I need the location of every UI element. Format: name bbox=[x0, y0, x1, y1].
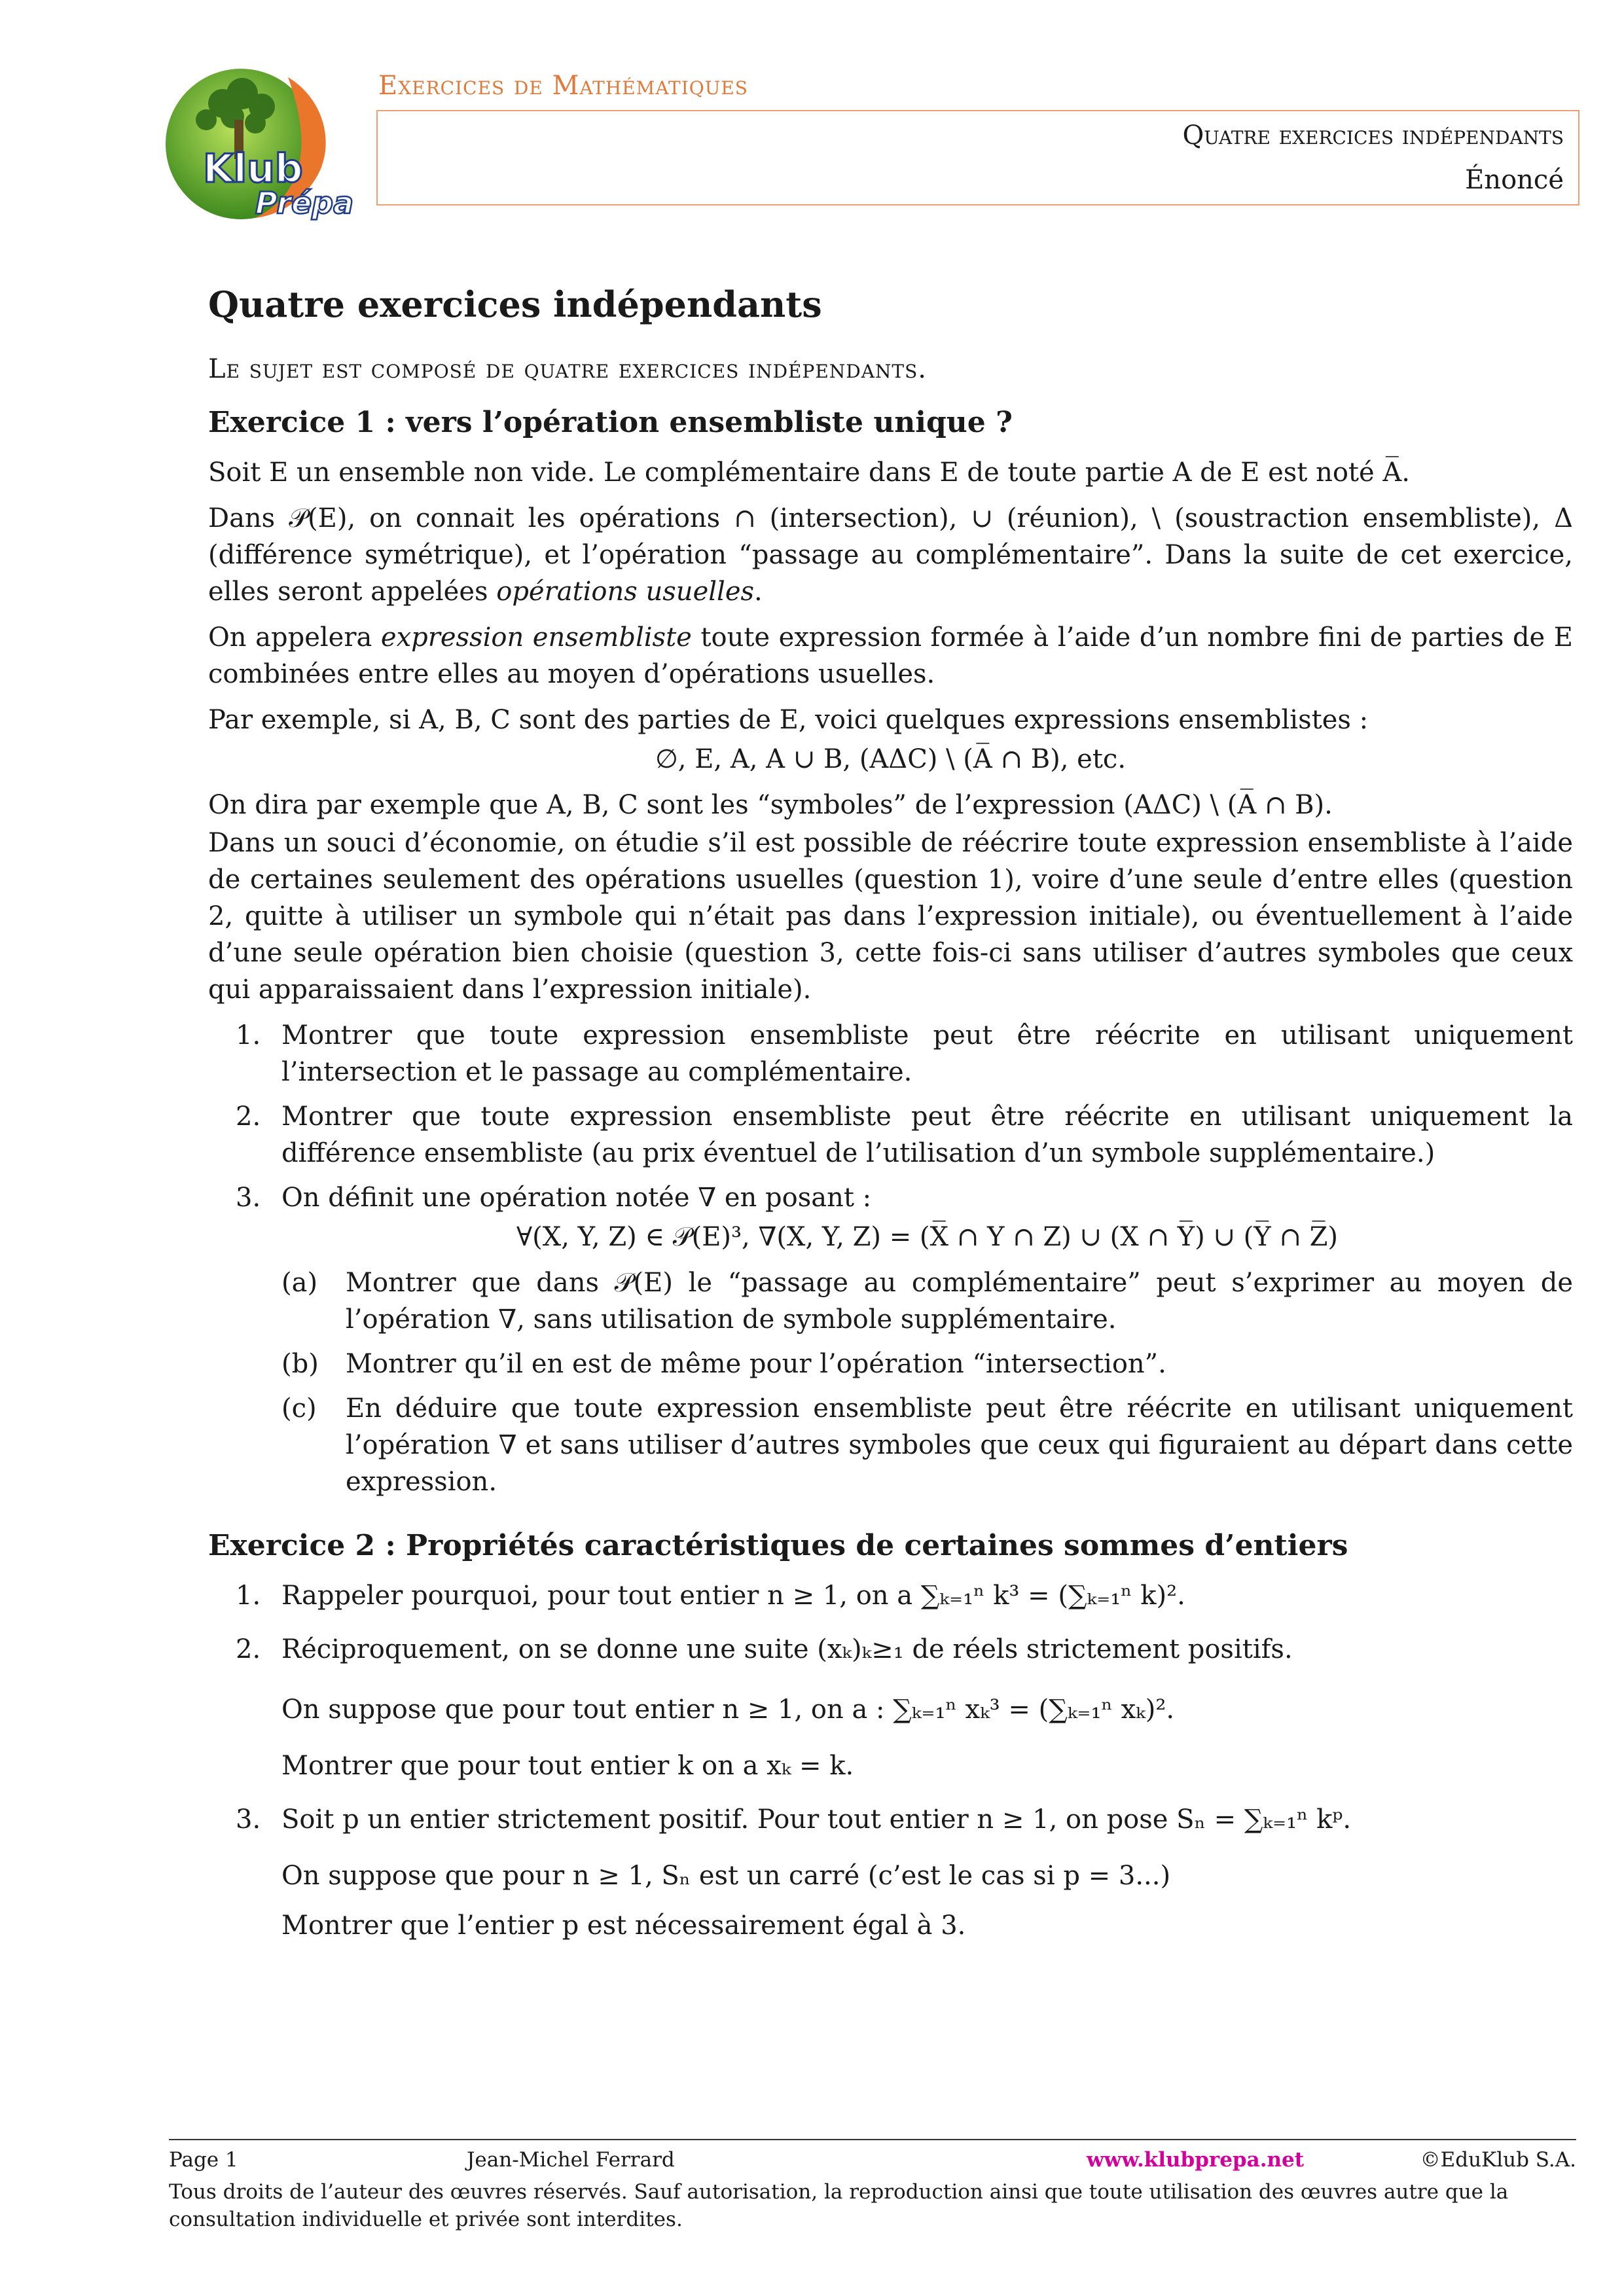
subquestion-label: (b) bbox=[281, 1349, 319, 1379]
ex1-question-2 bbox=[208, 1098, 1573, 1172]
document-kind: Énoncé bbox=[1465, 165, 1564, 195]
question-text: Rappeler pourquoi, pour tout entier n ≥ 1, on a ∑ₖ₌₁ⁿ k³ = (∑ₖ₌₁ⁿ k)². bbox=[281, 1581, 1185, 1611]
subquestion-text: Montrer que dans 𝒫(E) le “passage au complémentaire” peut s’exprimer au moyen de l’opération ∇, sans utilisation de symbole supplémentaire. bbox=[346, 1268, 1573, 1335]
series-title: Exercices de Mathématiques bbox=[378, 71, 748, 101]
ex2-q3-hypothesis: On suppose que pour n ≥ 1, Sₙ est un carré (c’est le cas si p = 3...) bbox=[281, 1861, 1171, 1891]
nabla-definition-formula: ∀(X, Y, Z) ∈ 𝒫(E)³, ∇(X, Y, Z) = (X̅ ∩ Y ∩ Z) ∪ (X ∩ Y̅) ∪ (Y̅ ∩ Z̅) bbox=[516, 1222, 1338, 1252]
klubprepa-logo bbox=[157, 58, 353, 226]
ex1-p3-text: On appelera bbox=[208, 622, 381, 653]
page-title: Quatre exercices indépendants bbox=[208, 283, 822, 325]
intro-text: Le sujet est composé de quatre exercices indépendants. bbox=[208, 354, 927, 384]
rights-notice: Tous droits de l’auteur des œuvres réservés. Sauf autorisation, la reproduction ainsi que toute utilisation des œuvres autre que la consultation individuelle et privée sont interdites. bbox=[169, 2180, 1509, 2231]
exercise-1-heading: Exercice 1 : vers l’opération ensembliste unique ? bbox=[208, 406, 1013, 439]
author-name: Jean-Michel Ferrard bbox=[467, 2148, 675, 2172]
ex1-question-1 bbox=[208, 1017, 1573, 1090]
ex1-subquestions bbox=[281, 1265, 1573, 1500]
question-number: 1. bbox=[236, 1581, 261, 1611]
subquestion-label: (c) bbox=[281, 1393, 317, 1424]
ex1-p3-end: toute expression formée à l’aide d’un nombre fini de parties de E combinées entre elles au moyen d’opérations usuelles. bbox=[208, 622, 1574, 689]
ex1-paragraph-4: Par exemple, si A, B, C sont des parties de E, voici quelques expressions ensemblistes : bbox=[208, 705, 1369, 735]
question-number: 3. bbox=[236, 1183, 261, 1213]
logo-text-prepa: Prépa bbox=[255, 185, 353, 221]
subquestion-text: En déduire que toute expression ensembliste peut être réécrite en utilisant uniquement l’opération ∇ et sans utiliser d’autres symboles que ceux qui figuraient au départ dans cette expression. bbox=[346, 1393, 1573, 1497]
question-number: 1. bbox=[236, 1020, 261, 1050]
ex2-question-1 bbox=[208, 1577, 1573, 1614]
main-content bbox=[208, 281, 1573, 1953]
ex1-paragraph-6: Dans un souci d’économie, on étudie s’il est possible de réécrire toute expression ensembliste à l’aide de certaines seulement des opérations usuelles (question 1), voire d’une seule d’entre elles (question 2, quitte à utiliser un symbole qui n’était pas dans l’expression initiale), ou éventuellement à l’aide d’une seule opération bien choisie (question 3, cette fois-ci sans utiliser d’autres symboles que ceux qui apparaissaient dans l’expression initiale). bbox=[208, 828, 1573, 1005]
ex1-paragraph-5: On dira par exemple que A, B, C sont les “symboles” de l’expression (AΔC) \ (A̅ ∩ B). bbox=[208, 790, 1333, 820]
ex1-paragraph-3 bbox=[208, 619, 1573, 692]
document-title-header: Quatre exercices indépendants bbox=[1182, 120, 1564, 151]
question-text: On définit une opération notée ∇ en posant : bbox=[281, 1183, 872, 1213]
page-number: Page 1 bbox=[169, 2148, 238, 2172]
ex1-p3-emphasis: expression ensembliste bbox=[380, 622, 692, 653]
ex1-p2-emphasis: opérations usuelles bbox=[496, 577, 755, 607]
header-box bbox=[376, 110, 1579, 206]
copyright: ©EduKlub S.A. bbox=[1420, 2148, 1576, 2172]
ex2-question-2 bbox=[208, 1631, 1573, 1784]
question-number: 2. bbox=[236, 1102, 261, 1132]
ex1-question-3c bbox=[281, 1390, 1573, 1500]
footer-rule bbox=[169, 2139, 1576, 2140]
exercise-2-heading: Exercice 2 : Propriétés caractéristiques de certaines sommes d’entiers bbox=[208, 1529, 1348, 1562]
question-text: Soit p un entier strictement positif. Pour tout entier n ≥ 1, on pose Sₙ = ∑ₖ₌₁ⁿ kᵖ. bbox=[281, 1804, 1352, 1835]
ex1-p2-text: Dans 𝒫(E), on connait les opérations ∩ (intersection), ∪ (réunion), \ (soustraction ensembliste), Δ (différence symétrique), et l’opération “passage au complémentaire”. Dans la suite de cet exercice, elles seront appelées bbox=[208, 503, 1573, 607]
question-number: 3. bbox=[236, 1804, 261, 1835]
ex1-question-3 bbox=[208, 1179, 1573, 1500]
subquestion-text: Montrer qu’il en est de même pour l’opération “intersection”. bbox=[346, 1349, 1166, 1379]
ex1-p2-end: . bbox=[754, 577, 763, 607]
ex1-paragraph-2 bbox=[208, 500, 1573, 610]
logo-graphic bbox=[157, 58, 353, 226]
subquestion-label: (a) bbox=[281, 1268, 318, 1298]
website-link[interactable]: www.klubprepa.net bbox=[1087, 2148, 1305, 2172]
ex2-questions bbox=[208, 1577, 1573, 1944]
question-text: Montrer que toute expression ensembliste peut être réécrite en utilisant uniquement la différence ensembliste (au prix éventuel de l’utilisation d’un symbole supplémentaire.) bbox=[281, 1102, 1573, 1168]
ex1-question-3b bbox=[281, 1346, 1573, 1382]
ex1-paragraph-1: Soit E un ensemble non vide. Le complémentaire dans E de toute partie A de E est noté A̅. bbox=[208, 457, 1410, 488]
ex2-q2-task: Montrer que pour tout entier k on a xₖ = k. bbox=[281, 1751, 854, 1781]
ex2-question-3 bbox=[208, 1801, 1573, 1944]
ex1-examples-formula: ∅, E, A, A ∪ B, (AΔC) \ (A̅ ∩ B), etc. bbox=[655, 744, 1127, 774]
question-number: 2. bbox=[236, 1634, 261, 1664]
question-text: Montrer que toute expression ensembliste peut être réécrite en utilisant uniquement l’intersection et le passage au complémentaire. bbox=[281, 1020, 1573, 1087]
ex2-q2-hypothesis: On suppose que pour tout entier n ≥ 1, on a : ∑ₖ₌₁ⁿ xₖ³ = (∑ₖ₌₁ⁿ xₖ)². bbox=[281, 1695, 1175, 1725]
logo-text-klub: Klub bbox=[203, 146, 303, 192]
ex2-q3-task: Montrer que l’entier p est nécessairement égal à 3. bbox=[281, 1910, 966, 1941]
question-text: Réciproquement, on se donne une suite (xₖ)ₖ≥₁ de réels strictement positifs. bbox=[281, 1634, 1293, 1664]
ex1-question-3a bbox=[281, 1265, 1573, 1338]
ex1-questions bbox=[208, 1017, 1573, 1500]
